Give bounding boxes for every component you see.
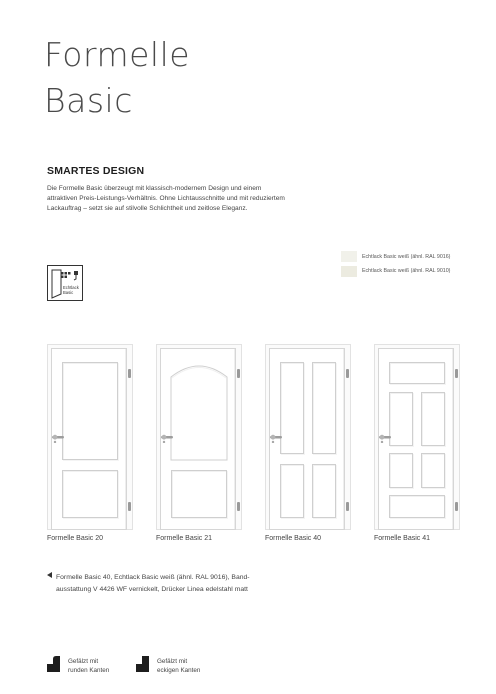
echtlack-badge	[47, 265, 83, 301]
rounded-edge-icon	[47, 656, 60, 672]
door-caption: Formelle Basic 20	[47, 535, 104, 542]
badge-line-1: Echtlack	[63, 285, 79, 290]
door-basic-20	[47, 344, 133, 530]
door-panel	[389, 495, 445, 518]
edge-type-square	[136, 656, 200, 675]
edge-label-line-2: eckigen Kanten	[157, 667, 201, 674]
door-hinge	[128, 502, 131, 511]
edge-type-round	[47, 656, 109, 675]
note-line-1: Formelle Basic 40, Echtlack Basic weiß (ähnl. RAL 9016), Band-	[56, 574, 250, 581]
door-panel	[312, 362, 336, 454]
door-handle	[161, 433, 175, 443]
edge-label-line-1: Gefälzt mit	[68, 658, 99, 665]
door-basic-41	[374, 344, 460, 530]
title-line-2: Basic	[44, 81, 133, 120]
page-title	[44, 32, 190, 124]
door-panel	[62, 362, 118, 460]
door-caption: Formelle Basic 41	[374, 535, 431, 542]
door-hinge	[455, 369, 458, 378]
door-hinge	[128, 369, 131, 378]
door-panel	[421, 392, 445, 446]
door-hinge	[346, 502, 349, 511]
door-caption: Formelle Basic 21	[156, 535, 213, 542]
door-caption: Formelle Basic 40	[265, 535, 322, 542]
door-panel	[171, 470, 227, 518]
color-swatch-row	[341, 250, 450, 263]
intro-text: Die Formelle Basic überzeugt mit klassisch-modernem Design und einem attraktiven Preis-Leistungs-Verhältnis. Ohne Lichtausschnitte und mit reduziertem Lackauftrag – setzt sie auf stilvolle Schlichtheit und zeitlose Eleganz.	[47, 185, 285, 213]
door-panel	[389, 453, 413, 488]
arrow-left-icon	[47, 572, 52, 578]
color-swatch	[341, 266, 357, 277]
color-swatch-label: Echtlack Basic weiß (ähnl. RAL 9010)	[362, 268, 451, 274]
color-swatch-list	[341, 250, 450, 279]
door-basic-21	[156, 344, 242, 530]
door-hinge	[346, 369, 349, 378]
door-handle	[270, 433, 284, 443]
door-handle	[379, 433, 393, 443]
color-swatch-label: Echtlack Basic weiß (ähnl. RAL 9016)	[362, 253, 451, 260]
color-swatch-row	[341, 265, 450, 278]
door-config-note	[47, 572, 250, 596]
door-hinge	[237, 369, 240, 378]
badge-line-2: Basic	[63, 290, 74, 295]
door-hinge	[237, 502, 240, 511]
edge-label-line-1: Gefälzt mit	[157, 658, 188, 665]
note-line-2: ausstattung V 4426 WF vernickelt, Drücker Linea edelstahl matt	[56, 586, 248, 593]
door-panel	[62, 470, 118, 518]
door-panel	[421, 453, 445, 488]
door-handle	[52, 433, 66, 443]
door-panel	[280, 464, 304, 518]
square-edge-icon	[136, 656, 149, 672]
title-line-1: Formelle	[44, 35, 191, 74]
door-panel	[312, 464, 336, 518]
door-hinge	[455, 502, 458, 511]
door-panel	[389, 362, 445, 384]
door-basic-40	[265, 344, 351, 530]
color-swatch	[341, 251, 357, 262]
edge-label-line-2: runden Kanten	[68, 667, 110, 674]
section-heading: SMARTES DESIGN	[47, 165, 145, 177]
